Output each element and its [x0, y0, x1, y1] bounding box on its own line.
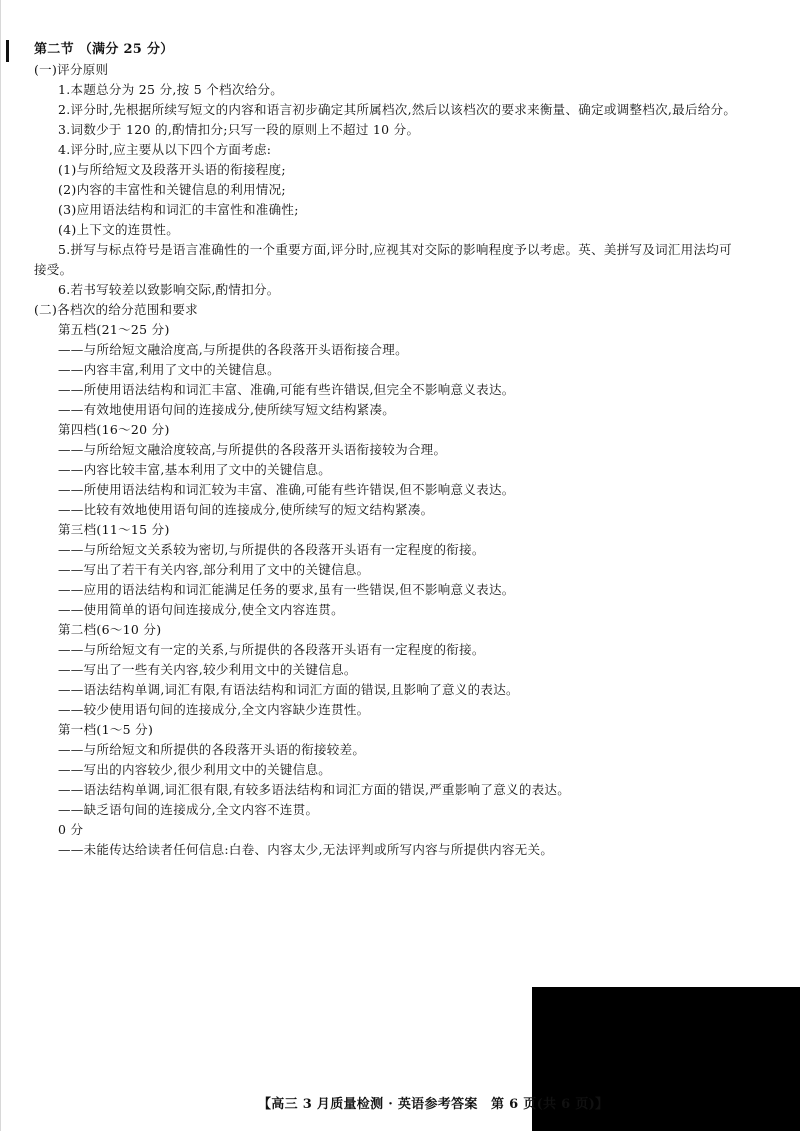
- tiers-heading: (二)各档次的给分范围和要求: [34, 302, 198, 317]
- tier-criterion: ——有效地使用语句间的连接成分,使所续写短文结构紧凑。: [58, 402, 396, 417]
- tier-criterion: ——内容比较丰富,基本利用了文中的关键信息。: [58, 462, 332, 477]
- principle-subitem: (1)与所给短文及段落开头语的衔接程度;: [58, 162, 286, 177]
- tier-block: [34, 320, 782, 420]
- tier-criterion: ——内容丰富,利用了文中的关键信息。: [58, 362, 280, 377]
- tier-criterion: ——较少使用语句间的连接成分,全文内容缺少连贯性。: [58, 702, 370, 717]
- principle-item: 2.评分时,先根据所续写短文的内容和语言初步确定其所属档次,然后以该档次的要求来衡量、确定或调整档次,最后给分。: [58, 102, 737, 117]
- principle-item-5-line2: 接受。: [34, 262, 73, 277]
- tier-name: 第一档(1～5 分): [58, 722, 154, 737]
- principle-item: 4.评分时,应主要从以下四个方面考虑:: [58, 142, 272, 157]
- tier-criterion: ——写出的内容较少,很少利用文中的关键信息。: [58, 762, 332, 777]
- tiers-list: [34, 320, 782, 860]
- tier-criterion: ——语法结构单调,词汇很有限,有较多语法结构和词汇方面的错误,严重影响了意义的表达。: [58, 782, 571, 797]
- tier-criterion: ——所使用语法结构和词汇丰富、准确,可能有些许错误,但完全不影响意义表达。: [58, 382, 515, 397]
- tier-criterion: ——写出了一些有关内容,较少利用文中的关键信息。: [58, 662, 357, 677]
- tier-block: [34, 520, 782, 620]
- principle-item: 1.本题总分为 25 分,按 5 个档次给分。: [58, 82, 284, 97]
- tier-name: 0 分: [58, 822, 84, 837]
- tier-criterion: ——比较有效地使用语句间的连接成分,使所续写的短文结构紧凑。: [58, 502, 434, 517]
- tier-criterion: ——与所给短文融洽度高,与所提供的各段落开头语衔接合理。: [58, 342, 408, 357]
- tier-criterion: ——使用简单的语句间连接成分,使全文内容连贯。: [58, 602, 344, 617]
- tier-name: 第四档(16～20 分): [58, 422, 170, 437]
- principles-list: [34, 80, 782, 300]
- tier-name: 第二档(6～10 分): [58, 622, 162, 637]
- tier-name: 第五档(21～25 分): [58, 322, 170, 337]
- principle-item: 3.词数少于 120 的,酌情扣分;只写一段的原则上不超过 10 分。: [58, 122, 420, 137]
- principle-subitem: (3)应用语法结构和词汇的丰富性和准确性;: [58, 202, 299, 217]
- tier-criterion: ——写出了若干有关内容,部分利用了文中的关键信息。: [58, 562, 370, 577]
- tier-criterion: ——语法结构单调,词汇有限,有语法结构和词汇方面的错误,且影响了意义的表达。: [58, 682, 519, 697]
- tier-criterion: ——未能传达给读者任何信息:白卷、内容太少,无法评判或所写内容与所提供内容无关。: [58, 842, 554, 857]
- tier-criterion: ——与所给短文和所提供的各段落开头语的衔接较差。: [58, 742, 366, 757]
- tier-block: [34, 720, 782, 820]
- tier-block: [34, 420, 782, 520]
- tier-criterion: ——与所给短文关系较为密切,与所提供的各段落开头语有一定程度的衔接。: [58, 542, 485, 557]
- principles-heading: (一)评分原则: [34, 62, 109, 77]
- principle-subitem: (4)上下文的连贯性。: [58, 222, 180, 237]
- document-body: [34, 40, 782, 860]
- principle-item-5-line1: 5.拼写与标点符号是语言准确性的一个重要方面,评分时,应视其对交际的影响程度予以考虑。英、美拼写及词汇用法均可: [58, 242, 732, 257]
- section-title: 第二节 （满分 25 分）: [34, 42, 174, 57]
- tier-block: [34, 620, 782, 720]
- tier-block: [34, 820, 782, 860]
- corner-mark: [6, 40, 9, 62]
- principle-subitem: (2)内容的丰富性和关键信息的利用情况;: [58, 182, 286, 197]
- tier-name: 第三档(11～15 分): [58, 522, 170, 537]
- tier-criterion: ——应用的语法结构和词汇能满足任务的要求,虽有一些错误,但不影响意义表达。: [58, 582, 515, 597]
- tier-criterion: ——与所给短文有一定的关系,与所提供的各段落开头语有一定程度的衔接。: [58, 642, 485, 657]
- tier-criterion: ——缺乏语句间的连接成分,全文内容不连贯。: [58, 802, 319, 817]
- page-footer: 【高三 3 月质量检测 · 英语参考答案 第 6 页(共 6 页)】: [258, 1097, 609, 1112]
- principle-item-6: 6.若书写较差以致影响交际,酌情扣分。: [58, 282, 280, 297]
- tier-criterion: ——与所给短文融洽度较高,与所提供的各段落开头语衔接较为合理。: [58, 442, 447, 457]
- tier-criterion: ——所使用语法结构和词汇较为丰富、准确,可能有些许错误,但不影响意义表达。: [58, 482, 515, 497]
